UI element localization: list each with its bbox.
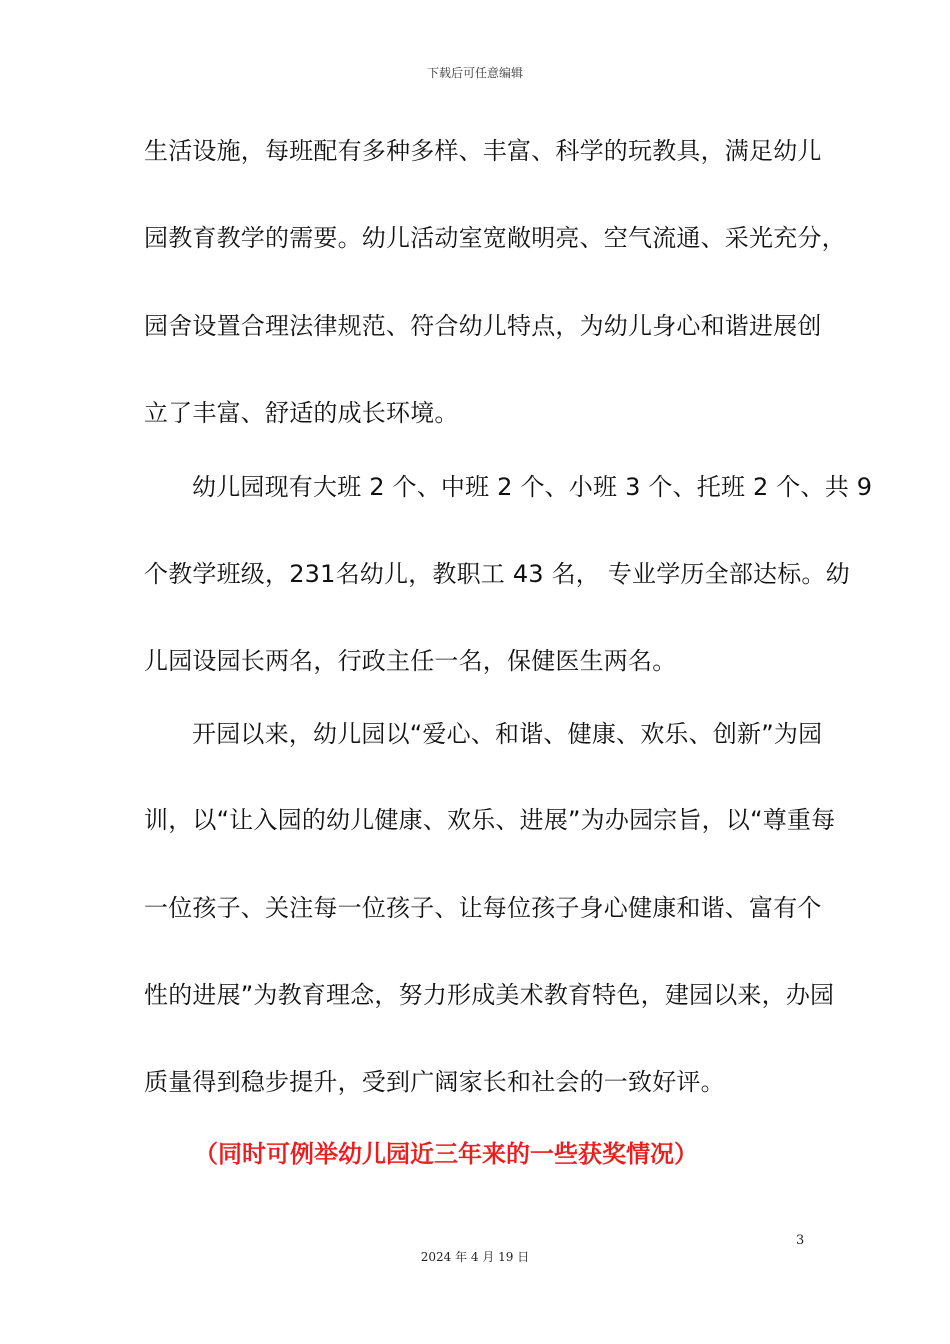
- page-header: 下载后可任意编辑: [426, 66, 523, 80]
- paragraph-line: 训，以“让入园的幼儿健康、欢乐、进展”为办园宗旨，以“尊重每: [144, 806, 836, 834]
- paragraph-line: 幼儿园现有大班 2 个、中班 2 个、小班 3 个、托班 2 个、共 9: [192, 473, 873, 501]
- paragraph-line: 生活设施，每班配有多种多样、丰富、科学的玩教具，满足幼儿: [144, 137, 822, 165]
- page-number: 3: [796, 1233, 805, 1248]
- paragraph-line: 开园以来，幼儿园以“爱心、和谐、健康、欢乐、创新”为园: [192, 720, 823, 748]
- paragraph-line: 儿园设园长两名，行政主任一名，保健医生两名。: [144, 647, 677, 675]
- paragraph-line: 立了丰富、舒适的成长环境。: [144, 399, 459, 427]
- paragraph-line: 性的进展”为教育理念，努力形成美术教育特色，建园以来，办园: [144, 981, 835, 1009]
- paragraph-line: 质量得到稳步提升，受到广阔家长和社会的一致好评。: [144, 1068, 725, 1096]
- paragraph-line: 园舍设置合理法律规范、符合幼儿特点，为幼儿身心和谐进展创: [144, 312, 822, 340]
- page-footer-date: 2024 年 4 月 19 日: [420, 1250, 530, 1264]
- paragraph-line: 个教学班级，231名幼儿，教职工 43 名， 专业学历全部达标。幼: [144, 560, 850, 588]
- paragraph-line: 园教育教学的需要。幼儿活动室宽敞明亮、空气流通、采光充分，: [144, 224, 846, 252]
- award-note: （同时可例举幼儿园近三年来的一些获奖情况）: [194, 1140, 698, 1168]
- paragraph-line: 一位孩子、关注每一位孩子、让每位孩子身心健康和谐、富有个: [144, 894, 822, 922]
